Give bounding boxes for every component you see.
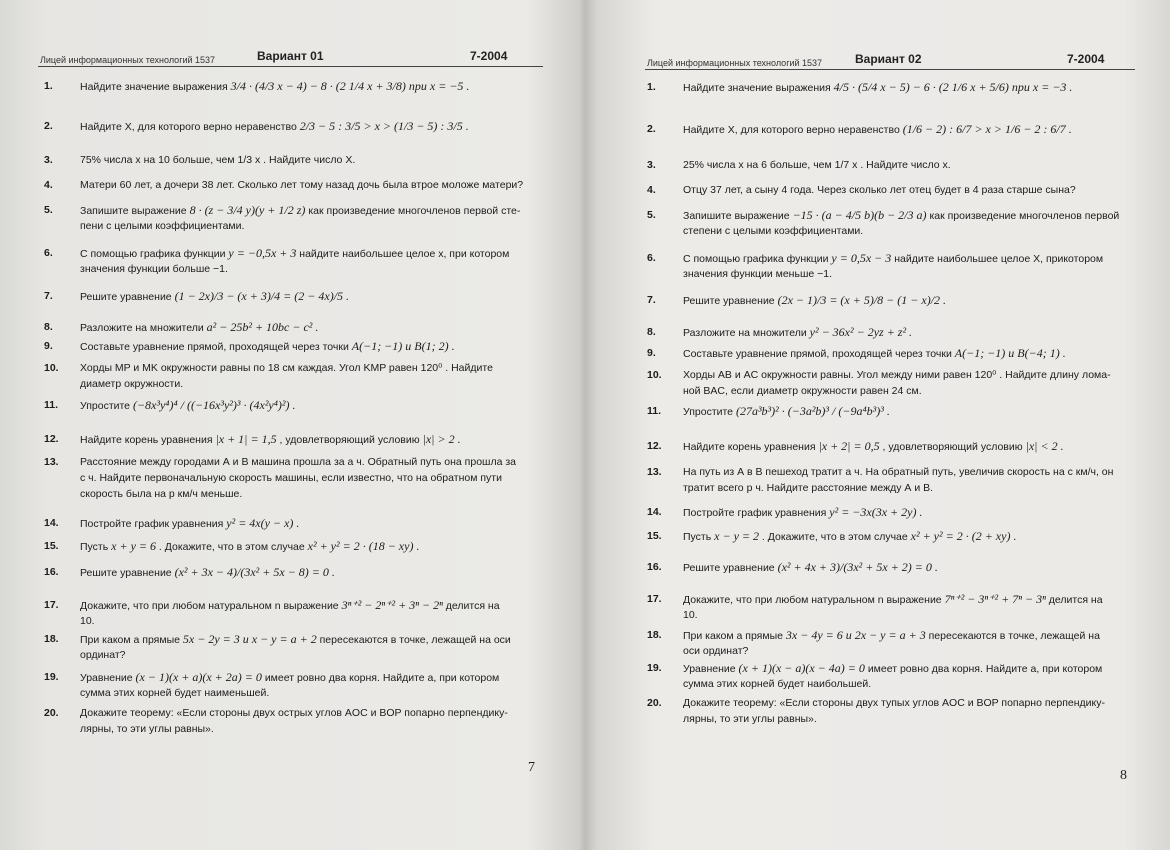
question-text: Хорды AB и AC окружности равны. Угол между ними равен 120⁰ . Найдите длину лома- (683, 369, 1111, 381)
question-line-2: c ч. Найдите первоначальную скорость машины, если известно, что на обратном пути (80, 472, 502, 484)
question-text-continued: найдите наибольшее целое X, прикотором (894, 253, 1104, 265)
question-number: 10. (647, 369, 662, 381)
question-text: 25% числа x на 6 больше, чем 1/7 x . Найдите число x. (683, 159, 951, 171)
math-expression: (x − 1)(x + a)(x + 2a) = 0 (135, 670, 262, 684)
math-expression: 4/5 · (5/4 x − 5) − 6 · (2 1/6 x + 5/6) при x = −3 . (833, 80, 1073, 94)
question-line-2: 10. (80, 615, 95, 627)
question-text: Постройте график уравнения (683, 507, 827, 519)
question-line (80, 339, 455, 355)
question-number: 14. (647, 506, 662, 518)
question-number: 12. (44, 433, 59, 445)
year-label: 7-2004 (470, 49, 508, 63)
question-text: Разложите на множители (80, 322, 204, 334)
question-number: 16. (44, 566, 59, 578)
question-text: Докажите теорему: «Если стороны двух острых углов AOC и BOP попарно перпендику- (80, 707, 508, 719)
question-line (80, 398, 296, 414)
question-number: 1. (44, 80, 53, 92)
question-number: 13. (44, 456, 59, 468)
math-expression: (x² + 4x + 3)/(3x² + 5x + 2) = 0 . (777, 560, 938, 574)
question-line (683, 529, 1016, 545)
math-expression: 2/3 − 5 : 3/5 > x > (1/3 − 5) : 3/5 . (299, 119, 469, 133)
math-expression: (x + 1)(x − a)(x − 4a) = 0 (738, 661, 865, 675)
math-expression: 7ⁿ⁺² − 3ⁿ⁺² + 7ⁿ − 3ⁿ (944, 592, 1046, 606)
question-line (683, 293, 946, 309)
header-rule (645, 69, 1135, 70)
question-number: 8. (44, 321, 53, 333)
math-expression: 5x − 2y = 3 и x − y = a + 2 (182, 632, 317, 646)
question-number: 19. (647, 662, 662, 674)
question-text-continued: как произведение многочленов первой (929, 210, 1120, 222)
question-line-2: 10. (683, 609, 698, 621)
header-rule (38, 66, 543, 67)
math-expression: 3ⁿ⁺² − 2ⁿ⁺² + 3ⁿ − 2ⁿ (341, 598, 443, 612)
math-expression: y = 0,5x − 3 (831, 251, 892, 265)
question-number: 18. (44, 633, 59, 645)
page-header (0, 44, 585, 64)
question-text-continued: , удовлетворяющий условию (882, 441, 1023, 453)
math-expression: x − y = 2 (714, 529, 759, 543)
question-line-2: сумма этих корней будет наименьшей. (80, 687, 270, 699)
question-line-2: степени с целыми коэффициентами. (683, 225, 864, 237)
school-name: Лицей информационных технологий 1537 (647, 58, 823, 68)
question-text: Найдите значение выражения (683, 82, 831, 94)
question-text-continued: найдите наибольшее целое x, при котором (299, 248, 510, 260)
question-line (683, 122, 1072, 138)
question-line (683, 404, 890, 420)
math-expression: y = −0,5x + 3 (228, 246, 297, 260)
question-number: 6. (44, 247, 53, 259)
math-expression: x² + y² = 2 · (2 + xy) . (910, 529, 1017, 543)
question-text-continued: имеет ровно два корня. Найдите a, при котором (867, 663, 1103, 675)
question-text: Уравнение (80, 672, 133, 684)
question-text-continued: . Докажите, что в этом случае (761, 531, 908, 543)
year-label: 7-2004 (1067, 52, 1105, 66)
question-text-continued: . Докажите, что в этом случае (158, 541, 305, 553)
question-line (80, 361, 493, 376)
question-number: 17. (647, 593, 662, 605)
question-text-continued: делится на (1048, 594, 1103, 606)
question-text: На путь из А в В пешеход тратит a ч. На обратный путь, увеличив скорость на c км/ч, он (683, 466, 1114, 478)
question-line-2: тратит всего p ч. Найдите расстояние между А и В. (683, 482, 934, 494)
question-number: 4. (647, 184, 656, 196)
math-expression: |x + 2| = 0,5 (818, 439, 880, 453)
math-expression: |x + 1| = 1,5 (215, 432, 277, 446)
question-text: Постройте график уравнения (80, 518, 224, 530)
page-number: 8 (1120, 768, 1127, 783)
question-line (683, 465, 1113, 480)
question-number: 5. (647, 209, 656, 221)
question-text: Решите уравнение (80, 567, 172, 579)
question-text-continued: делится на (445, 600, 500, 612)
question-line (80, 119, 469, 135)
question-text: Решите уравнение (683, 562, 775, 574)
question-text: При каком a прямые (80, 634, 180, 646)
math-expression: x² + y² = 2 · (18 − xy) . (307, 539, 420, 553)
math-expression: 3x − 4y = 6 и 2x − y = a + 3 (785, 628, 926, 642)
question-text: Составьте уравнение прямой, проходящей через точки (683, 348, 952, 360)
question-line (683, 158, 951, 173)
question-text-continued: как произведение многочленов первой сте- (308, 205, 521, 217)
question-number: 1. (647, 81, 656, 93)
math-expression: (1/6 − 2) : 6/7 > x > 1/6 − 2 : 6/7 . (902, 122, 1072, 136)
question-line (80, 565, 335, 581)
math-expression: y² = −3x(3x + 2y) . (829, 505, 923, 519)
question-line-2: лярны, то эти углы равны». (683, 713, 817, 725)
page-header (585, 44, 1170, 68)
math-expression: (−8x³y⁴)⁴ / ((−16x³y²)³ · (4x²y⁴)²) . (132, 398, 296, 412)
question-line-2: значения функции меньше −1. (683, 268, 833, 280)
math-expression: 8 · (z − 3/4 y)(y + 1/2 z) (189, 203, 306, 217)
math-expression: (x² + 3x − 4)/(3x² + 5x − 8) = 0 . (174, 565, 335, 579)
question-line (683, 661, 1102, 677)
school-name: Лицей информационных технологий 1537 (40, 55, 216, 65)
question-text: Найдите корень уравнения (80, 434, 213, 446)
math-expression: (2x − 1)/3 = (x + 5)/8 − (1 − x)/2 . (777, 293, 947, 307)
question-number: 6. (647, 252, 656, 264)
question-line (80, 79, 469, 95)
question-text: Расстояние между городами А и В машина прошла за a ч. Обратный путь она прошла за (80, 456, 516, 468)
question-number: 12. (647, 440, 662, 452)
question-number: 10. (44, 362, 59, 374)
question-line (683, 346, 1066, 362)
question-number: 3. (647, 159, 656, 171)
math-expression: a² − 25b² + 10bc − c² . (206, 320, 319, 334)
math-expression: x + y = 6 (111, 539, 156, 553)
question-number: 11. (647, 405, 662, 417)
question-line-3: скорость была на p км/ч меньше. (80, 488, 243, 500)
question-number: 2. (44, 120, 53, 132)
question-line (80, 516, 299, 532)
question-number: 18. (647, 629, 662, 641)
question-line (683, 439, 1064, 455)
question-text-continued: пересекаются в точке, лежащей на оси (319, 634, 511, 646)
question-line (683, 560, 938, 576)
question-text: Запишите выражение (80, 205, 187, 217)
question-line (80, 598, 500, 614)
question-line (80, 632, 511, 648)
math-expression: −15 · (a − 4/5 b)(b − 2/3 a) (792, 208, 927, 222)
variant-title: Вариант 02 (855, 52, 922, 66)
question-text: Пусть (80, 541, 109, 553)
question-text: Найдите X, для которого верно неравенство (80, 121, 297, 133)
question-number: 20. (647, 697, 662, 709)
question-line-2: оси ординат? (683, 645, 749, 657)
math-expression: |x| < 2 . (1025, 439, 1064, 453)
question-number: 16. (647, 561, 662, 573)
question-text: Найдите корень уравнения (683, 441, 816, 453)
question-text: Решите уравнение (683, 295, 775, 307)
page-number: 7 (528, 760, 535, 775)
question-text: Запишите выражение (683, 210, 790, 222)
question-line-2: значения функции больше −1. (80, 263, 228, 275)
question-number: 2. (647, 123, 656, 135)
question-number: 9. (647, 347, 656, 359)
question-number: 7. (44, 290, 53, 302)
question-line (683, 368, 1111, 383)
question-number: 19. (44, 671, 59, 683)
variant-title: Вариант 01 (257, 49, 324, 63)
question-number: 20. (44, 707, 59, 719)
question-number: 15. (44, 540, 59, 552)
question-line (683, 183, 1076, 198)
page-right (585, 0, 1170, 850)
question-line (683, 251, 1103, 267)
math-expression: A(−1; −1) и B(1; 2) . (351, 339, 455, 353)
question-text-continued: пересекаются в точке, лежащей на (928, 630, 1100, 642)
question-number: 4. (44, 179, 53, 191)
question-line (80, 178, 523, 193)
question-line (683, 325, 912, 341)
question-number: 17. (44, 599, 59, 611)
question-text: Упростите (80, 400, 131, 412)
question-line (80, 432, 461, 448)
question-line-2: ординат? (80, 649, 126, 661)
question-text: Составьте уравнение прямой, проходящей через точки (80, 341, 349, 353)
question-line-2: лярны, то эти углы равны». (80, 723, 214, 735)
math-expression: (1 − 2x)/3 − (x + 3)/4 = (2 − 4x)/5 . (174, 289, 350, 303)
question-number: 13. (647, 466, 662, 478)
question-text: Разложите на множители (683, 327, 807, 339)
question-text: Упростите (683, 406, 734, 418)
question-text: Решите уравнение (80, 291, 172, 303)
question-line-2: ной BAC, если диаметр окружности равен 24 см. (683, 385, 922, 397)
question-line (80, 670, 499, 686)
math-expression: y² = 4x(y − x) . (226, 516, 300, 530)
question-number: 14. (44, 517, 59, 529)
question-line (683, 80, 1072, 96)
question-text: Отцу 37 лет, а сыну 4 года. Через сколько лет отец будет в 4 раза старше сына? (683, 184, 1076, 196)
question-text: Хорды MP и MK окружности равны по 18 см каждая. Угол KMP равен 120⁰ . Найдите (80, 362, 493, 374)
question-text-continued: имеет ровно два корня. Найдите a, при котором (264, 672, 500, 684)
math-expression: y² − 36x² − 2yz + z² . (809, 325, 913, 339)
question-line-2: диаметр окружности. (80, 378, 184, 390)
question-text: Матери 60 лет, а дочери 38 лет. Сколько лет тому назад дочь была втрое моложе матери? (80, 179, 524, 191)
question-number: 9. (44, 340, 53, 352)
question-line (683, 628, 1100, 644)
question-number: 11. (44, 399, 59, 411)
question-text: Найдите значение выражения (80, 81, 228, 93)
question-number: 3. (44, 154, 53, 166)
question-line (80, 153, 355, 168)
question-text: 75% числа x на 10 больше, чем 1/3 x . Найдите число X. (80, 154, 356, 166)
math-expression: 3/4 · (4/3 x − 4) − 8 · (2 1/4 x + 3/8) при x = −5 . (230, 79, 470, 93)
math-expression: A(−1; −1) и B(−4; 1) . (954, 346, 1066, 360)
question-number: 8. (647, 326, 656, 338)
question-text: Докажите теорему: «Если стороны двух тупых углов AOC и BOP попарно перпендику- (683, 697, 1105, 709)
question-text: Найдите X, для которого верно неравенство (683, 124, 900, 136)
question-line-2: сумма этих корней будет наибольшей. (683, 678, 872, 690)
question-line (80, 203, 520, 219)
question-number: 15. (647, 530, 662, 542)
question-line (80, 246, 509, 262)
question-line (80, 455, 516, 470)
question-line (80, 320, 318, 336)
question-text: При каком a прямые (683, 630, 783, 642)
question-text: С помощью графика функции (683, 253, 829, 265)
question-line (80, 289, 349, 305)
question-text: Докажите, что при любом натуральном n выражение (683, 594, 942, 606)
question-text: Докажите, что при любом натуральном n выражение (80, 600, 339, 612)
question-line (683, 208, 1119, 224)
question-line-2: пени с целыми коэффициентами. (80, 220, 245, 232)
question-line (683, 696, 1105, 711)
question-text-continued: , удовлетворяющий условию (279, 434, 420, 446)
math-expression: |x| > 2 . (422, 432, 461, 446)
question-number: 7. (647, 294, 656, 306)
question-line (683, 505, 922, 521)
question-line (80, 706, 508, 721)
question-text: Пусть (683, 531, 712, 543)
question-text: Уравнение (683, 663, 736, 675)
question-text: С помощью графика функции (80, 248, 226, 260)
question-number: 5. (44, 204, 53, 216)
question-line (683, 592, 1103, 608)
question-line (80, 539, 419, 555)
math-expression: (27a³b³)² · (−3a²b)³ / (−9a⁴b³)³ . (735, 404, 890, 418)
